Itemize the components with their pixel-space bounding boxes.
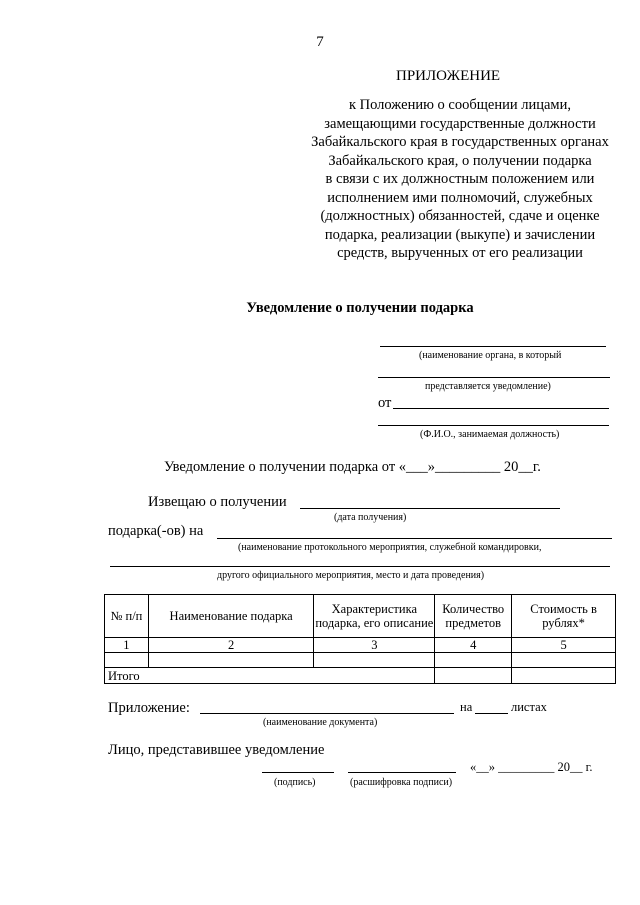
sheets-count-line[interactable] — [475, 713, 508, 714]
total-cost-cell[interactable] — [512, 668, 616, 684]
page-number: 7 — [316, 34, 324, 50]
column-number: 4 — [435, 638, 512, 653]
appendix-line: подарка, реализации (выкупе) и зачислении — [324, 226, 596, 243]
attachment-caption: (наименование документа) — [263, 717, 378, 728]
table-cell[interactable] — [435, 653, 512, 668]
appendix-line: (должностных) обязанностей, сдаче и оценке — [320, 208, 600, 224]
table-row — [105, 638, 616, 653]
receipt-date-line[interactable] — [300, 508, 560, 509]
appendix-line: исполнением ими полномочий, служебных — [327, 189, 593, 206]
event-line-2[interactable] — [110, 566, 610, 567]
table-total-row — [105, 668, 616, 684]
signature-decode-line[interactable] — [348, 772, 456, 773]
attachment-sheets-label: листах — [511, 700, 547, 714]
position-line[interactable] — [378, 425, 609, 426]
table-cell[interactable] — [148, 653, 314, 668]
total-quantity-cell[interactable] — [435, 668, 512, 684]
signature-caption: (подпись) — [274, 777, 316, 788]
fio-position-caption: (Ф.И.О., занимаемая должность) — [420, 429, 560, 440]
inform-label: Извещаю о получении — [148, 494, 287, 510]
appendix-line: к Положению о сообщении лицами, — [348, 97, 571, 113]
gift-table — [104, 594, 616, 684]
appendix-line: в связи с их должностным положением или — [325, 171, 595, 187]
table-cell[interactable] — [105, 653, 149, 668]
column-number: 1 — [105, 638, 149, 653]
appendix-line: замещающими государственные должности — [324, 115, 596, 132]
header-cell-cost: Стоимость в рублях* — [512, 595, 616, 638]
table-cell[interactable] — [314, 653, 435, 668]
document-title: Уведомление о получении подарка — [246, 300, 474, 316]
column-number: 5 — [512, 638, 616, 653]
organ-name-line-2[interactable] — [378, 377, 610, 378]
table-header-row — [105, 595, 616, 638]
header-cell-quantity: Количество предметов — [435, 595, 512, 638]
from-name-line[interactable] — [393, 408, 609, 409]
event-line[interactable] — [217, 538, 612, 539]
header-cell-name: Наименование подарка — [148, 595, 314, 638]
organ-name-caption-2: представляется уведомление) — [425, 381, 551, 392]
from-label: от — [378, 395, 392, 411]
signature-date: «__» _________ 20__ г. — [470, 760, 593, 774]
column-number: 2 — [148, 638, 314, 653]
notice-date-line: Уведомление о получении подарка от «___»_________ 20__г. — [164, 459, 541, 475]
appendix-line: Забайкальского края в государственных органах — [311, 134, 609, 150]
gift-label: подарка(-ов) на — [108, 523, 204, 539]
table-row[interactable] — [105, 653, 616, 668]
event-caption-2: другого официального мероприятия, место и дата проведения) — [217, 570, 485, 581]
attachment-on-label: на — [460, 700, 473, 714]
appendix-title: ПРИЛОЖЕНИЕ — [396, 68, 501, 84]
organ-name-caption: (наименование органа, в который — [419, 350, 562, 361]
appendix-line: средств, вырученных от его реализации — [337, 245, 583, 261]
total-label: Итого — [105, 668, 435, 684]
table-cell[interactable] — [512, 653, 616, 668]
attachment-label: Приложение: — [108, 700, 190, 716]
header-cell-number: № п/п — [105, 595, 149, 638]
signature-line[interactable] — [262, 772, 334, 773]
person-label: Лицо, представившее уведомление — [108, 742, 325, 758]
appendix-description — [290, 96, 630, 263]
appendix-line: Забайкальского края, о получении подарка — [328, 152, 592, 169]
header-cell-description: Характеристика подарка, его описание — [314, 595, 435, 638]
receipt-date-caption: (дата получения) — [334, 512, 407, 523]
organ-name-line[interactable] — [380, 346, 606, 347]
signature-decode-caption: (расшифровка подписи) — [350, 777, 453, 788]
attachment-doc-line[interactable] — [200, 713, 454, 714]
event-caption: (наименование протокольного мероприятия, служебной командировки, — [238, 542, 542, 553]
column-number: 3 — [314, 638, 435, 653]
